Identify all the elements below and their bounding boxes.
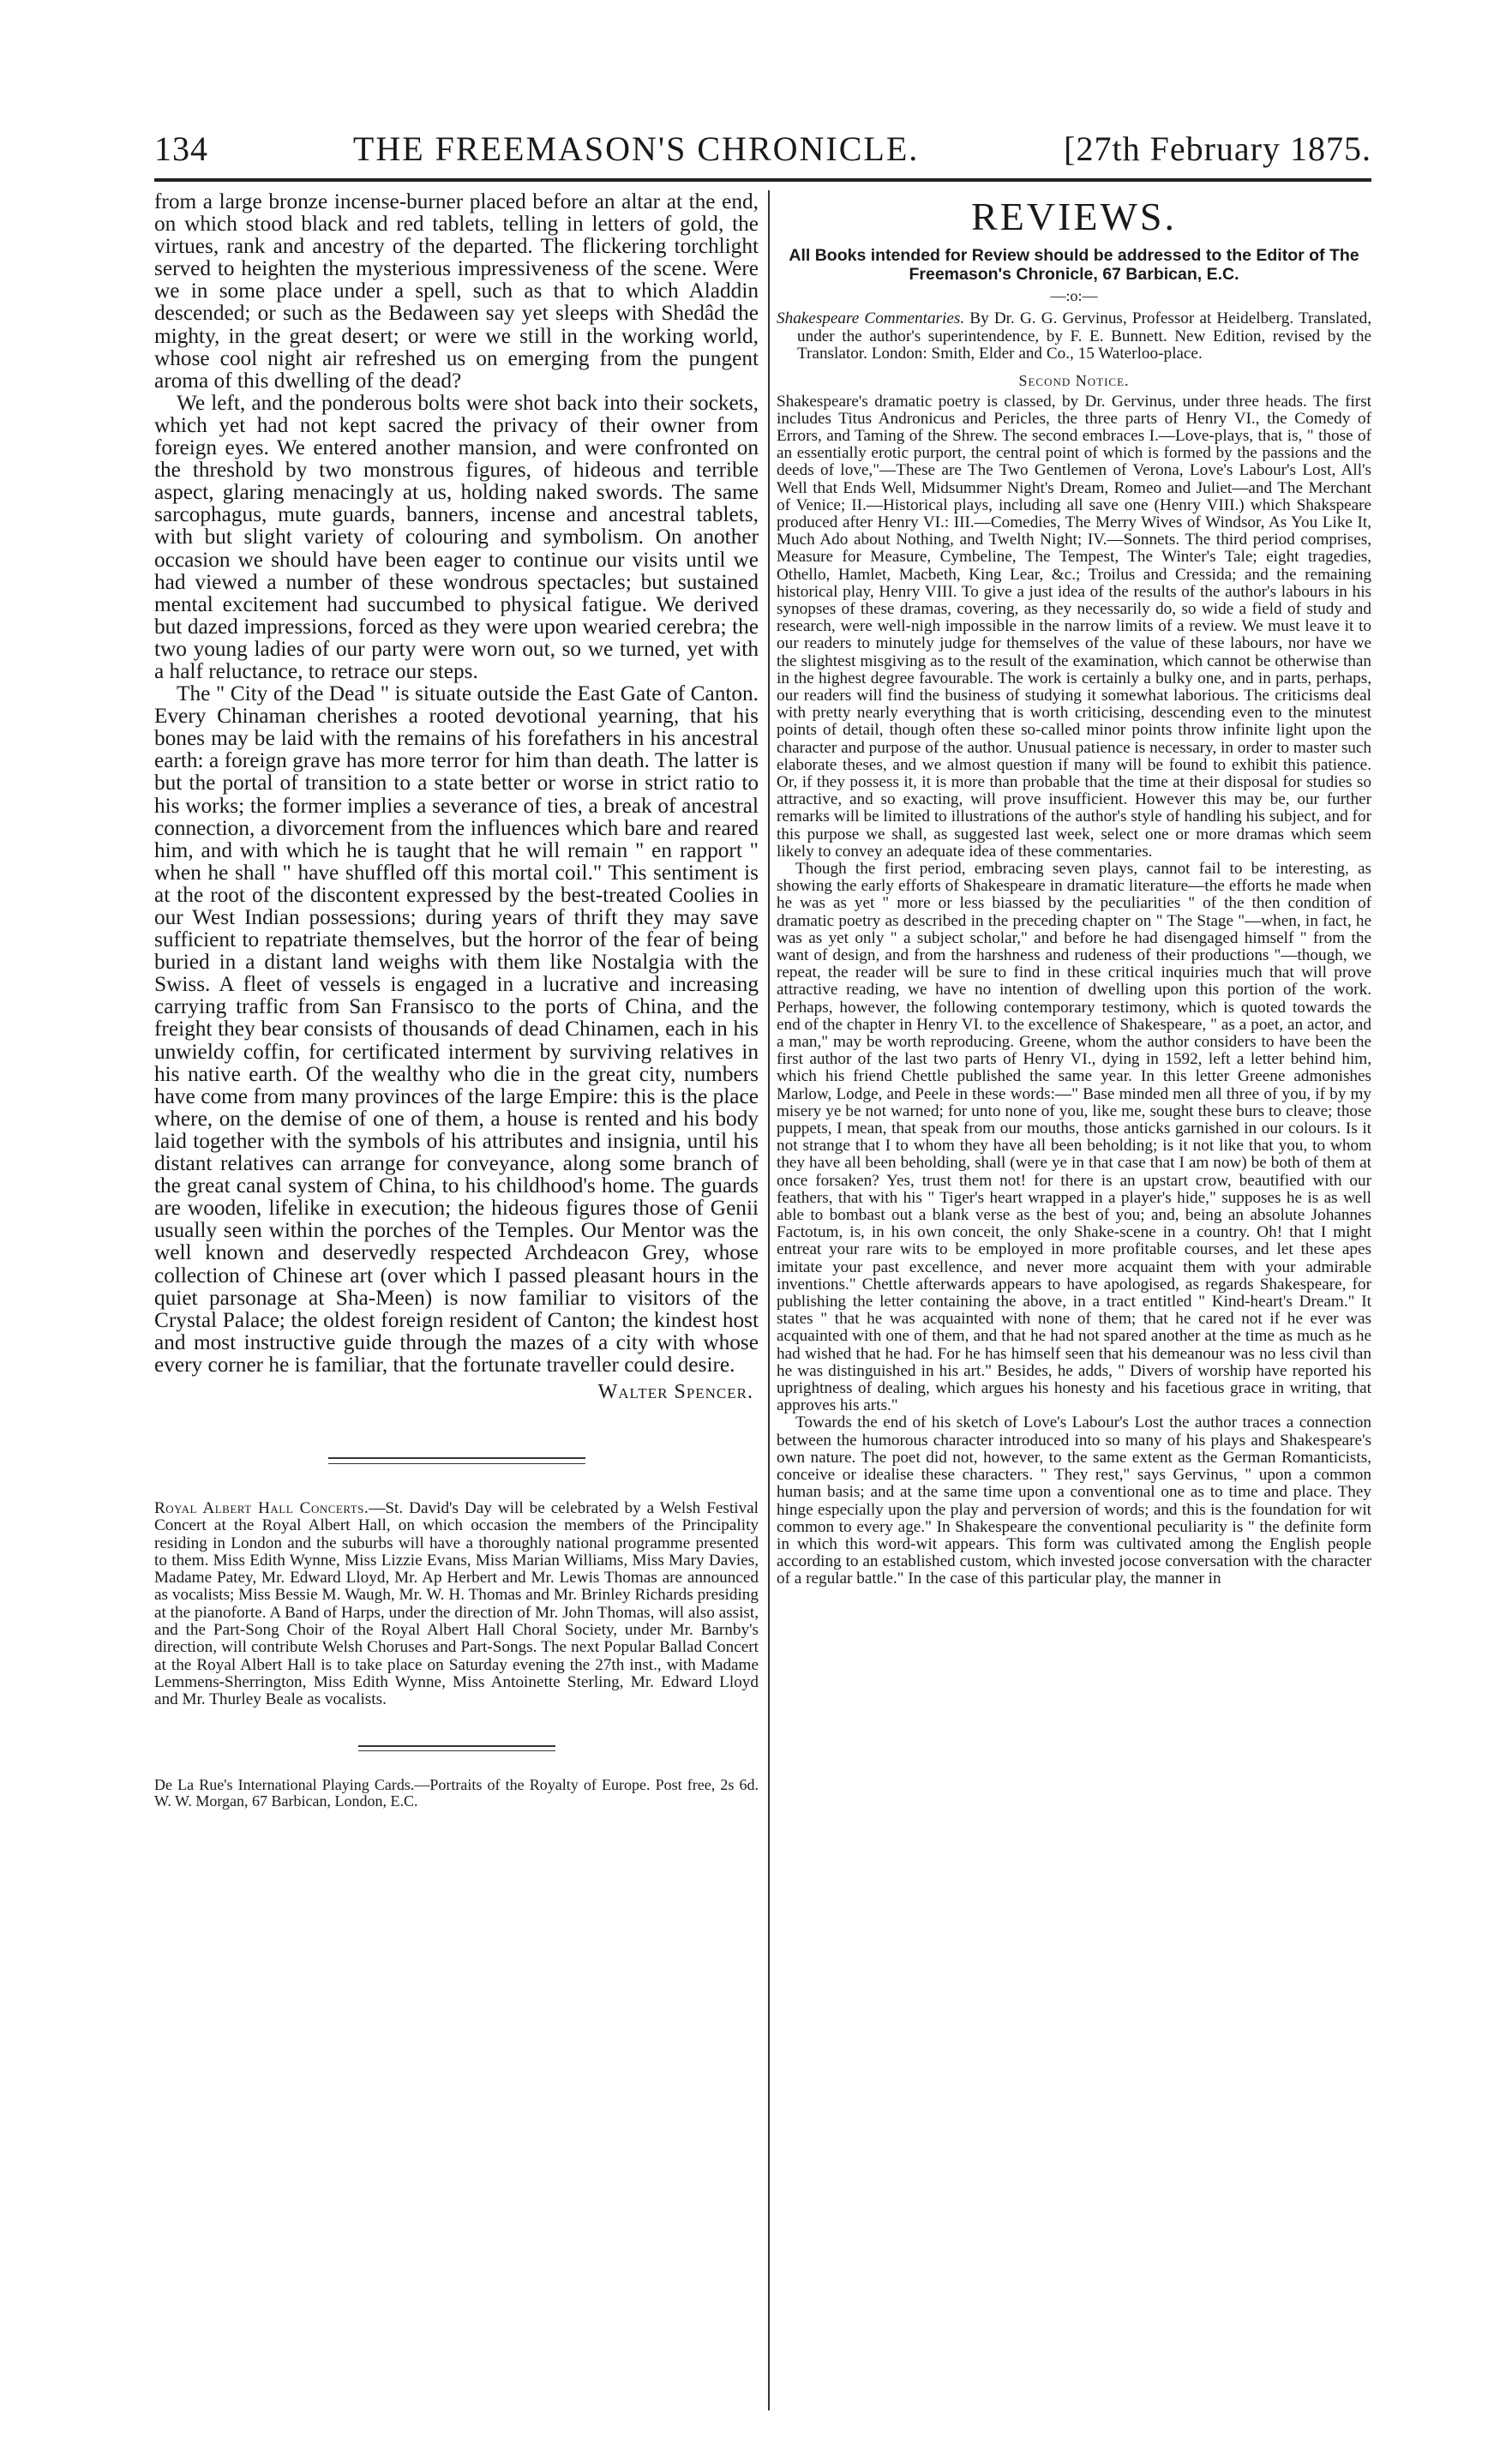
book-title: Shakespeare Commentaries. bbox=[777, 309, 965, 327]
right-column bbox=[777, 190, 1371, 1588]
book-entry bbox=[777, 310, 1371, 363]
advert-text: De La Rue's International Playing Cards.—Portraits of the Royalty of Europe. Post free, 2s 6d. W. W. Morgan, 67 Barbican, London, E.C. bbox=[154, 1775, 759, 1810]
section-divider-thin bbox=[328, 1463, 585, 1464]
article-paragraph: The " City of the Dead " is situate outside the East Gate of Canton. Every Chinaman cherishes a rooted devotional yearning, that his bones may be laid with the remains of his forefathers in his ancestral earth: a foreign grave has more terror for him than death. The latter is but the portal of transition to a state better or worse in strict ratio to his works; the former implies a severance of ties, a break of ancestral connection, a divorcement from the influences which bare and reared him, and with which he is taught that he will remain " en rapport " when he shall " have shuffled off this mortal coil." This sentiment is at the root of the discontent expressed by the best-treated Coolies in our West Indian possessions; during years of thrift they may save sufficient to repatriate themselves, but the horror of the fear of being buried in a distant land weighs with them like Nostalgia with the Swiss. A fleet of vessels is engaged in a lucrative and increasing carrying traffic from San Fransisco to the ports of China, and the freight they bear consists of thousands of dead Chinamen, each in his unwieldy coffin, for certificated interment by surviving relatives in his native earth. Of the wealthy who die in the great city, numbers have come from many provinces of the large Empire: this is the place where, on the demise of one of them, a house is rented and his body laid together with the symbols of his attributes and insignia, until his distant relatives can arrange for conveyance, along some branch of the great canal system of China, to his childhood's home. The guards are wooden, lifelike in execution; the hideous figures those of Genii usually seen within the porches of the Temples. Our Mentor was the well known and deservedly respected Archdeacon Grey, whose collection of Chinese art (over which I passed pleasant hours in the quiet parsonage at Sha-Meen) is now familiar to visitors of the Crystal Palace; the oldest foreign resident of Canton; the kindest host and most instructive guide through the mazes of a city with whose every corner he is familiar, that the fortunate traveller could desire. bbox=[154, 681, 759, 1377]
author-signature: Walter Spencer. bbox=[597, 1380, 753, 1403]
second-notice-label: Second Notice. bbox=[1018, 371, 1130, 389]
advert-divider bbox=[358, 1745, 555, 1747]
concerts-lead: Royal Albert Hall Concerts. bbox=[154, 1498, 369, 1517]
page-number: 134 bbox=[154, 129, 208, 168]
issue-date: [27th February 1875. bbox=[1064, 129, 1371, 168]
publication-title: THE FREEMASON'S CHRONICLE. bbox=[352, 129, 920, 168]
review-notice: All Books intended for Review should be addressed to the Editor of The Freemason's Chronicle, 67 Barbican, E.C. bbox=[789, 246, 1359, 284]
left-column bbox=[154, 190, 759, 1810]
article-paragraph: from a large bronze incense-burner placed before an altar at the end, on which stood black and red tablets, telling in letters of gold, the virtues, rank and ancestry of the departed. The flickering torchlight served to heighten the mysterious impressiveness of the scene. Were we in some place under a spell, such as that to which Aladdin descended; or such as the Bedaween say yet sleeps with Shedâd the mighty, in the great desert; or were we still in the working world, whose cool night air refreshed us on emerging from the pungent aroma of this dwelling of the dead? bbox=[154, 189, 759, 393]
concerts-notice bbox=[154, 1500, 759, 1709]
travel-article bbox=[154, 190, 759, 1376]
review-paragraph: Shakespeare's dramatic poetry is classed, by Dr. Gervinus, under three heads. The first includes Titus Andronicus and Pericles, the three parts of Henry VI., the Comedy of Errors, and Taming of the Shrew. The second embraces I.—Love-plays, that is, " those of an essentially erotic purport, the central point of which is formed by the passions and the deeds of love,"—These are The Two Gentlemen of Verona, Love's Labour's Lost, All's Well that Ends Well, Midsummer Night's Dream, Romeo and Juliet—and The Merchant of Venice; II.—Historical plays, including all save one (Henry VIII.) which Shakspeare produced after Henry VI.: III.—Comedies, The Merry Wives of Windsor, As You Like It, Much Ado about Nothing, and Twelth Night; IV.—Sonnets. The third period comprises, Measure for Measure, Cymbeline, The Tempest, The Winter's Tale; eight tragedies, Othello, Hamlet, Macbeth, King Lear, &c.; Troilus and Cressida; and the remaining historical play, Henry VIII. To give a just idea of the results of the author's labours in his synopses of these dramas, covering, as they necessarily do, so wide a field of study and research, were well-nigh impossible in the narrow limits of a review. We must leave it to our readers to minutely judge for themselves of the value of these labours, nor have we the slightest misgiving as to the result of the examination, which cannot be otherwise than in the highest degree favourable. The work is certainly a bulky one, and in parts, perhaps, our readers will find the business of studying it somewhat laborious. The criticisms deal with pretty nearly everything that is worth criticising, descending even to the minutest points of detail, though often these so-called minor points throw infinite light upon the character and purpose of the author. Unusual patience is necessary, in order to master such elaborate theses, and we almost question if many will be found to exhibit this patience. Or, if they possess it, it is more than probable that the time at their disposal for studies so attractive, and so exacting, will prove insufficient. However this may be, our further remarks will be limited to illustrations of the author's style of handling his subject, and for this purpose we shall, as suggested last week, select one or more dramas which seem likely to convey an adequate idea of these commentaries. bbox=[777, 392, 1371, 861]
book-details: By Dr. G. G. Gervinus, Professor at Heidelberg. Translated, under the author's superintendence, by F. E. Bunnett. New Edition, revised by the Translator. London: Smith, Elder and Co., 15 Waterloo-place. bbox=[797, 309, 1372, 363]
section-divider bbox=[328, 1457, 585, 1459]
review-paragraph: Towards the end of his sketch of Love's Labour's Lost the author traces a connection between the humorous character introduced into so many of his plays and Shakespeare's own nature. The poet did not, however, to the same extent as the German Romanticists, conceive or idealise these characters. " They rest," says Gervinus, " upon a common human basis; and at the same time upon a conventional one as to time and place. They hinge especially upon the play and perversion of words; and this is the foundation for wit common to every age." In Shakespeare the conventional peculiarity is " the definite form in which this word-wit appears. This form was cultivated among the English people according to an established custom, which invested jocose conversation with the character of a regular battle." In the case of this particular play, the manner in bbox=[777, 1414, 1371, 1588]
article-paragraph: We left, and the ponderous bolts were shot back into their sockets, which yet had not kept sacred the privacy of their owner from foreign eyes. We entered another mansion, and were confronted on the threshold by two monstrous figures, of hideous and terrible aspect, glaring menacingly at us, holding naked swords. The same sarcophagus, mute guards, banners, incense and ancestral tablets, with but slight variety of colouring and symbolism. On another occasion we should have been eager to continue our visits until we had viewed a number of these wondrous spectacles; but sustained mental excitement had succumbed to physical fatigue. We derived but dazed impressions, forced as they were upon wearied cerebra; the two young ladies of our party were worn out, so we turned, yet with a half reluctance, to retrace our steps. bbox=[154, 390, 759, 683]
advert-notice bbox=[154, 1777, 759, 1810]
advert-divider-thin bbox=[358, 1750, 555, 1751]
review-paragraph: Though the first period, embracing seven plays, cannot fail to be interesting, as showing the early efforts of Shakespeare in dramatic literature—the efforts he made when he was as yet " more or less biassed by the peculiarities " of the then condition of dramatic poetry as described in the preceding chapter on " The Stage "—when, in fact, he was as yet only " a subject scholar," and before he had disengaged himself " from the want of design, and from the harshness and rudeness of their productions "—though, we repeat, the reader will be sure to find in these critical inquiries much that will prove attractive reading, we have no intention of dwelling upon this portion of the work. Perhaps, however, the following contemporary testimony, which is quoted towards the end of the chapter in Henry VI. to the excellence of Shakespeare, " as a poet, an actor, and a man," may be worth reproducing. Greene, whom the author considers to have been the first author of the last two parts of Henry VI., dying in 1592, left a letter behind him, which his friend Chettle published the same year. In this letter Greene admonishes Marlow, Lodge, and Peele in these words:—" Base minded men all three of you, if by my misery ye be not warned; for unto none of you, like me, sought these burs to cleave; those puppets, I mean, that speak from our mouths, those anticks garnished in our colours. Is it not strange that I to whom they have all been beholding; is it not like that you, to whom they have all been beholding, shall (were ye in that case that I am now) be both of them at once forsaken? Yes, trust them not! for there is an upstart crow, beautified with our feathers, that with his " Tiger's heart wrapped in a player's hide," supposes he is as well able to bombast out a blank verse as the best of you; and, being an absolute Johannes Factotum, is, in his own conceit, the only Shake-scene in a country. Oh! that I might entreat your rare wits to be employed in more profitable courses, and let these apes imitate your past excellence, and never more acquaint them with your admirable inventions." Chettle afterwards appears to have apologised, as regards Shakespeare, for publishing the letter containing the above, in a tract entitled " Kind-heart's Dream." It states " that he was acquainted with none of them; that he cared not if he ever was acquainted with one of them, and that he had not spared another at the time as much as he had wished that he had. For he has himself seen that his demeanour was no less civil than he was distinguished in his art." Besides, he adds, " Divers of worship have reported his uprightness of dealing, which argues his honesty and his facetious grace in writing, that approves his arts." bbox=[777, 859, 1371, 1415]
column-divider bbox=[768, 190, 770, 2410]
concerts-text: —St. David's Day will be celebrated by a Welsh Festival Concert at the Royal Albert Hall, on which occasion the members of the Principality residing in London and the suburbs will have a thoroughly national programme presented to them. Miss Edith Wynne, Miss Lizzie Evans, Miss Marian Williams, Miss Mary Davies, Madame Patey, Mr. Edward Lloyd, Mr. Ap Herbert and Mr. Lewis Thomas are announced as vocalists; Miss Bessie M. Waugh, Mr. W. H. Thomas and Mr. Brinley Richards presiding at the pianoforte. A Band of Harps, under the direction of Mr. John Thomas, will also assist, and the Part-Song Choir of the Royal Albert Hall Choral Society, under Mr. Barnby's direction, will contribute Welsh Choruses and Part-Songs. The next Popular Ballad Concert at the Royal Albert Hall is to take place on Saturday evening the 27th inst., with Madame Lemmens-Sherrington, Miss Edith Wynne, Miss Antoinette Sterling, Mr. Edward Lloyd and Mr. Thurley Beale as vocalists. bbox=[154, 1498, 759, 1709]
masthead bbox=[154, 129, 1371, 171]
header-rule bbox=[154, 178, 1371, 182]
reviews-heading: REVIEWS. bbox=[971, 195, 1177, 238]
ornament-separator: —:o:— bbox=[1050, 287, 1098, 304]
review-body bbox=[777, 393, 1371, 1588]
